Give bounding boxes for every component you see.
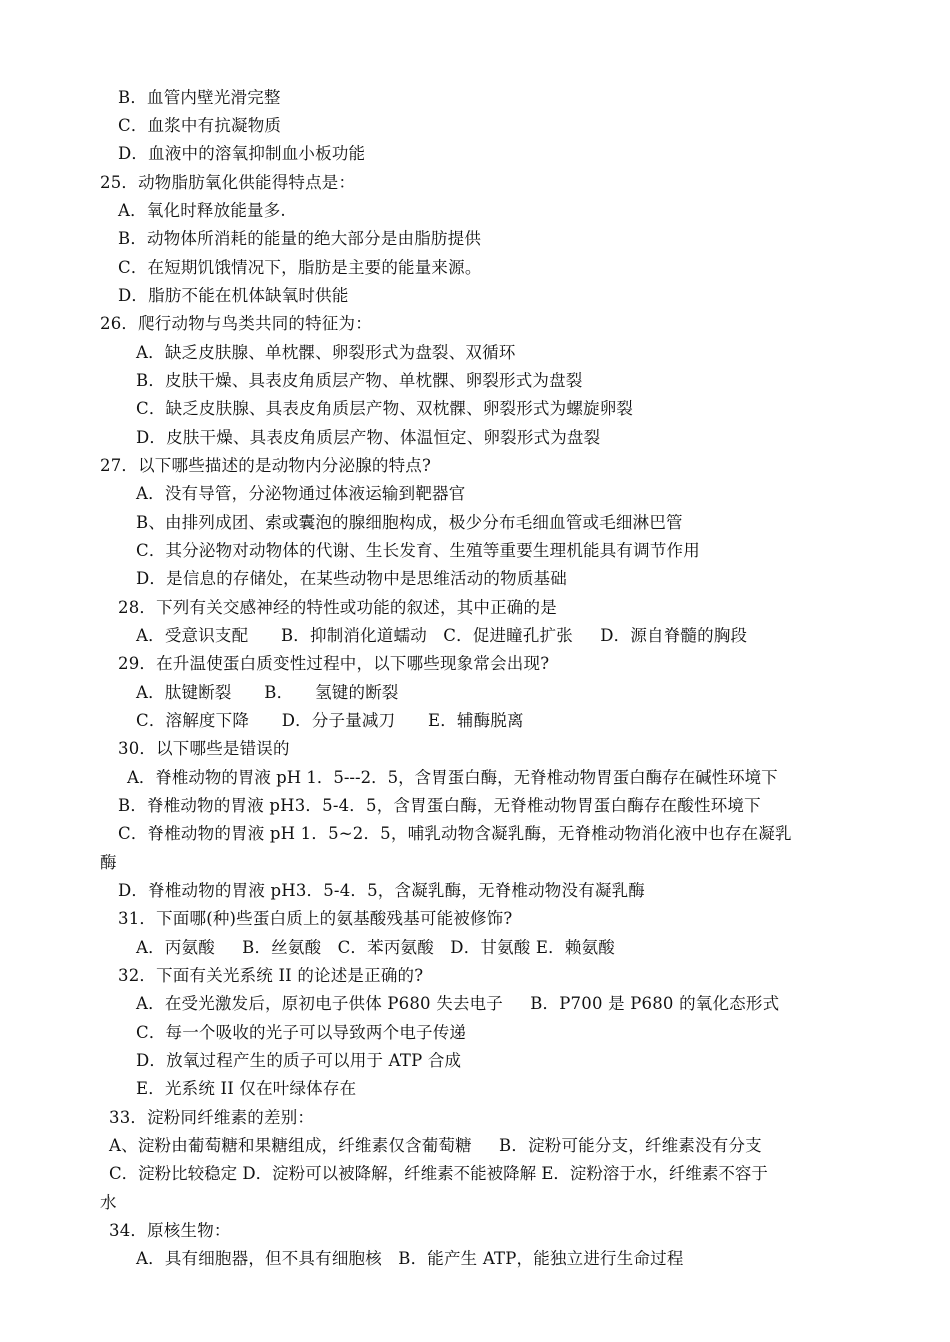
text-line: B．动物体所消耗的能量的绝大部分是由脂肪提供 [118, 229, 482, 248]
text-line: D．血液中的溶氧抑制血小板功能 [118, 144, 366, 163]
text-line: B、由排列成团、索或囊泡的腺细胞构成，极少分布毛细血管或毛细淋巴管 [136, 513, 683, 532]
text-line: C．在短期饥饿情况下，脂肪是主要的能量来源。 [118, 258, 482, 277]
text-line: A．没有导管，分泌物通过体液运输到靶器官 [136, 484, 466, 503]
text-line: 酶 [100, 853, 117, 872]
text-line: A．在受光激发后，原初电子供体 P680 失去电子 B．P700 是 P680 的氧化态形式 [136, 994, 780, 1013]
text-line: A．受意识支配 B．抑制消化道蠕动 C．促进瞳孔扩张 D．源自脊髓的胸段 [136, 626, 748, 645]
text-line: A．脊椎动物的胃液 pH 1．5---2．5，含胃蛋白酶，无脊椎动物胃蛋白酶存在碱性环境下 [127, 768, 778, 787]
text-line: B．皮肤干燥、具表皮角质层产物、单枕髁、卵裂形式为盘裂 [136, 371, 583, 390]
text-line: C．脊椎动物的胃液 pH 1．5~2．5，哺乳动物含凝乳酶，无脊椎动物消化液中也存在凝乳 [118, 824, 792, 843]
text-line: D．脂肪不能在机体缺氧时供能 [118, 286, 349, 305]
text-line: C．血浆中有抗凝物质 [118, 116, 282, 135]
question-heading: 25．动物脂肪氧化供能得特点是： [100, 173, 356, 192]
question-heading: 28．下列有关交感神经的特性或功能的叙述，其中正确的是 [118, 598, 557, 617]
text-line: B．血管内壁光滑完整 [118, 88, 281, 107]
text-line: A、淀粉由葡萄糖和果糖组成，纤维素仅含葡萄糖 B．淀粉可能分支，纤维素没有分支 [109, 1136, 762, 1155]
text-line: C．缺乏皮肤腺、具表皮角质层产物、双枕髁、卵裂形式为螺旋卵裂 [136, 399, 634, 418]
text-line: D．是信息的存储处，在某些动物中是思维活动的物质基础 [136, 569, 567, 588]
question-heading: 33．淀粉同纤维素的差别： [109, 1108, 315, 1127]
question-heading: 32．下面有关光系统 II 的论述是正确的? [118, 966, 424, 985]
question-heading: 29．在升温使蛋白质变性过程中，以下哪些现象常会出现? [118, 654, 550, 673]
text-line: E．光系统 II 仅在叶绿体存在 [136, 1079, 357, 1098]
text-line: C．其分泌物对动物体的代谢、生长发育、生殖等重要生理机能具有调节作用 [136, 541, 700, 560]
question-heading: 27．以下哪些描述的是动物内分泌腺的特点? [100, 456, 432, 475]
text-line: A．丙氨酸 B．丝氨酸 C．苯丙氨酸 D．甘氨酸 E．赖氨酸 [136, 938, 615, 957]
text-line: D．皮肤干燥、具表皮角质层产物、体温恒定、卵裂形式为盘裂 [136, 428, 601, 447]
text-line: C．每一个吸收的光子可以导致两个电子传递 [136, 1023, 467, 1042]
text-line: C．溶解度下降 D．分子量减刀 E．辅酶脱离 [136, 711, 524, 730]
text-line: A．具有细胞器，但不具有细胞核 B．能产生 ATP，能独立进行生命过程 [136, 1249, 684, 1268]
question-heading: 31．下面哪(种)些蛋白质上的氨基酸残基可能被修饰? [118, 909, 513, 928]
text-line: 水 [100, 1193, 117, 1212]
text-line: A．氧化时释放能量多. [118, 201, 286, 220]
text-line: B．脊椎动物的胃液 pH3．5-4．5，含胃蛋白酶，无脊椎动物胃蛋白酶存在酸性环境下 [118, 796, 761, 815]
text-line: A．缺乏皮肤腺、单枕髁、卵裂形式为盘裂、双循环 [136, 343, 516, 362]
text-line: A．肽键断裂 B． 氢键的断裂 [136, 683, 399, 702]
question-heading: 26．爬行动物与鸟类共同的特征为： [100, 314, 372, 333]
text-line: D．脊椎动物的胃液 pH3．5-4．5，含凝乳酶，无脊椎动物没有凝乳酶 [118, 881, 645, 900]
question-heading: 30．以下哪些是错误的 [118, 739, 290, 758]
text-line: D．放氧过程产生的质子可以用于 ATP 合成 [136, 1051, 462, 1070]
question-heading: 34．原核生物： [109, 1221, 231, 1240]
text-line: C．淀粉比较稳定 D．淀粉可以被降解，纤维素不能被降解 E．淀粉溶于水，纤维素不容于 [109, 1164, 768, 1183]
